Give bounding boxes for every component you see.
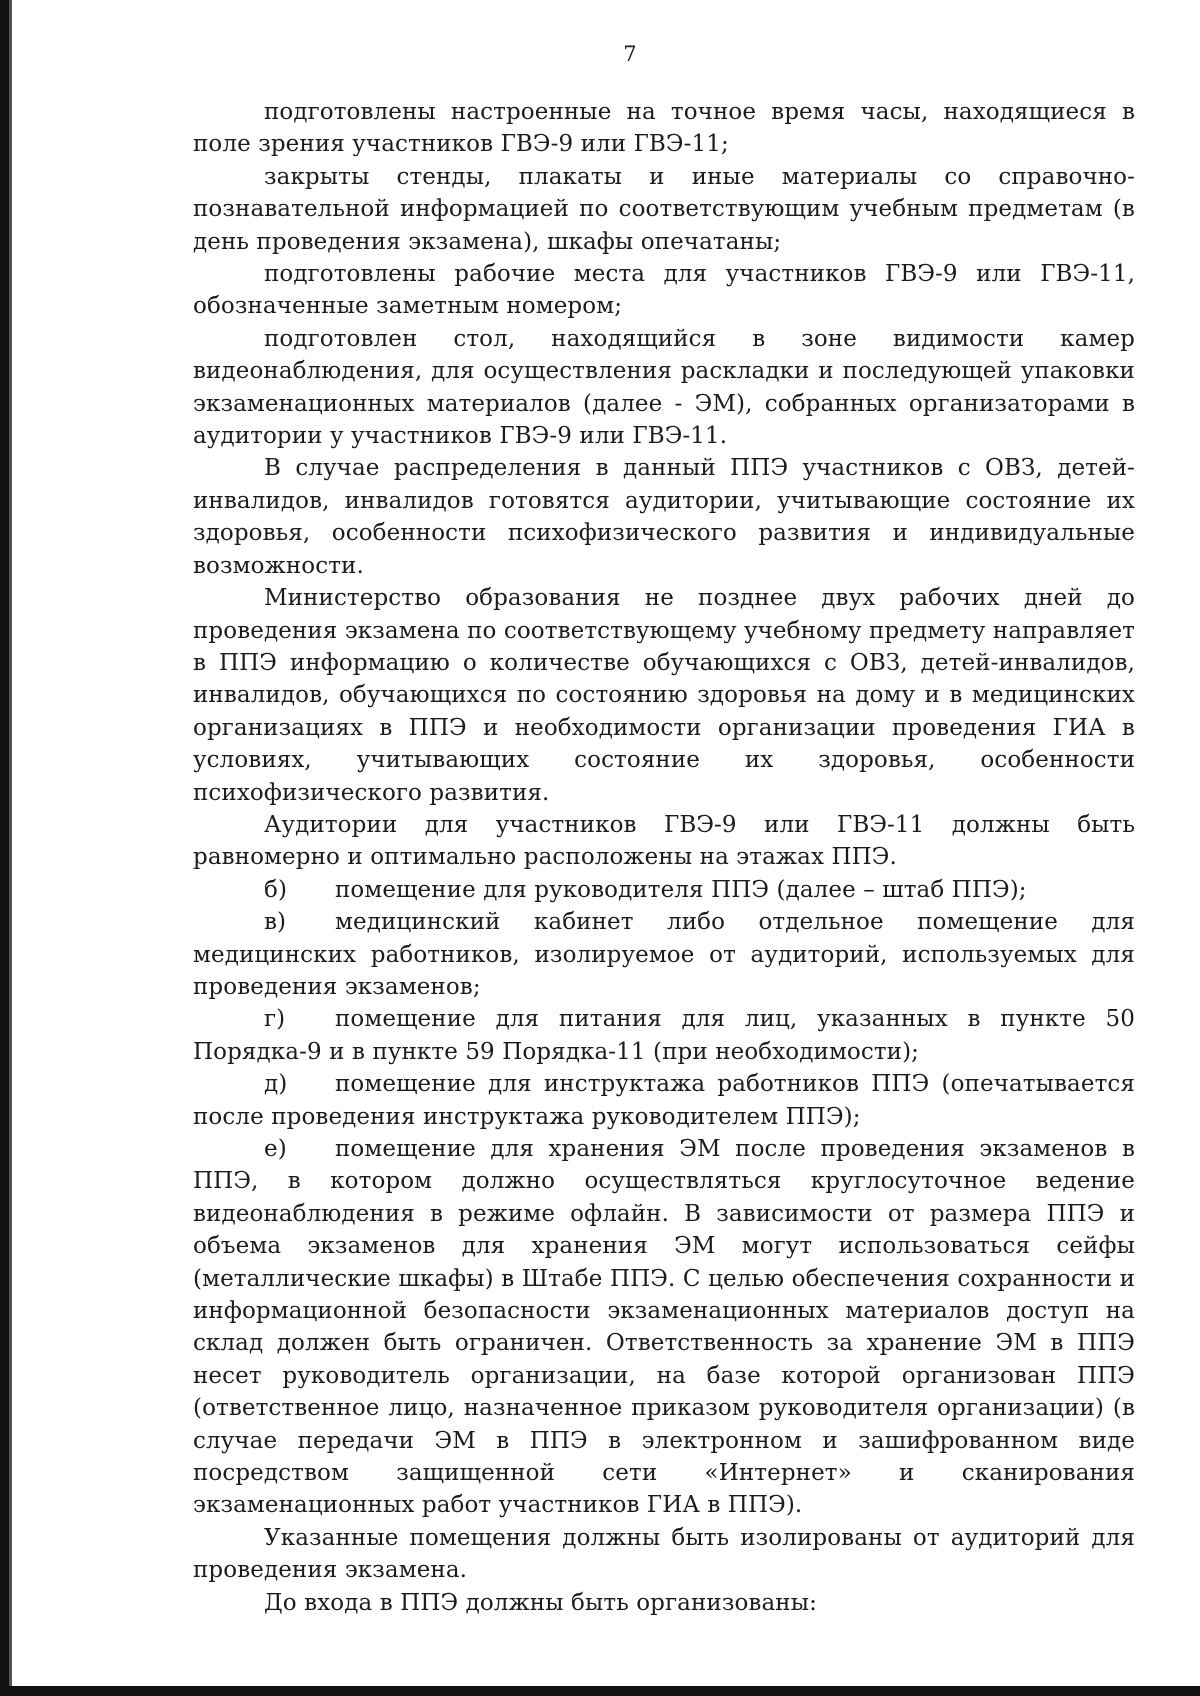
list-item <box>193 1068 1135 1133</box>
paragraph: В случае распределения в данный ППЭ участников с ОВЗ, детей-инвалидов, инвалидов готовятся аудитории, учитывающие состояние их здоровья, особенности психофизического развития и индивидуальные возможности. <box>193 455 1135 579</box>
list-item-text: помещение для инструктажа работников ППЭ (опечатывается после проведения инструктажа руководителем ППЭ); <box>193 1071 1135 1130</box>
list-item-marker: б) <box>264 876 288 903</box>
paragraph: До входа в ППЭ должны быть организованы: <box>264 1589 817 1616</box>
paragraph: подготовлен стол, находящийся в зоне видимости камер видеонаблюдения, для осуществления раскладки и последующей упаковки экзаменационных материалов (далее - ЭМ), собранных организаторами в аудитории у участников ГВЭ-9 или ГВЭ-11. <box>193 325 1135 450</box>
paragraph: Аудитории для участников ГВЭ-9 или ГВЭ-11 должны быть равномерно и оптимально расположены на этажах ППЭ. <box>193 811 1135 871</box>
page-body <box>193 96 1135 1619</box>
list-item-marker: г) <box>264 1006 286 1033</box>
paragraph: закрыты стенды, плакаты и иные материалы со справочно-познавательной информацией по соответствующим учебным предметам (в день проведения экзамена), шкафы опечатаны; <box>193 163 1135 255</box>
paragraph: подготовлены рабочие места для участников ГВЭ-9 или ГВЭ-11, обозначенные заметным номером; <box>193 261 1135 320</box>
list-item-text: помещение для руководителя ППЭ (далее – штаб ППЭ); <box>335 876 1027 903</box>
list-item <box>193 874 1135 906</box>
list-item-text: помещение для питания для лиц, указанных в пункте 50 Порядка-9 и в пункте 59 Порядка-11 (при необходимости); <box>193 1006 1135 1065</box>
paragraph: Министерство образования не позднее двух рабочих дней до проведения экзамена по соответствующему учебному предмету направляет в ППЭ информацию о количестве обучающихся с ОВЗ, детей-инвалидов, инвалидов, обучающихся по состоянию здоровья на дому и в медицинских организациях в ППЭ и необходимости организации проведения ГИА в условиях, учитывающих состояние их здоровья, особенности психофизического развития. <box>193 585 1136 806</box>
page-number: 7 <box>623 42 637 66</box>
list-item <box>193 1133 1135 1522</box>
list-item <box>193 1003 1135 1068</box>
list-item-marker: в) <box>264 909 287 936</box>
paragraph: Указанные помещения должны быть изолированы от аудиторий для проведения экзамена. <box>193 1524 1135 1584</box>
list-item-text: медицинский кабинет либо отдельное помещение для медицинских работников, изолируемое от аудиторий, используемых для проведения экзаменов; <box>193 909 1135 1000</box>
list-item-text: помещение для хранения ЭМ после проведения экзаменов в ППЭ, в котором должно осуществляться круглосуточное ведение видеонаблюдения в режиме офлайн. В зависимости от размера ППЭ и объема экзаменов для хранения ЭМ могут использоваться сейфы (металлические шкафы) в Штабе ППЭ. С целью обеспечения сохранности и информационной безопасности экзаменационных материалов доступ на склад должен быть ограничен. Ответственность за хранение ЭМ в ППЭ несет руководитель организации, на базе которой организован ППЭ (ответственное лицо, назначенное приказом руководителя организации) (в случае передачи ЭМ в ППЭ в электронном и зашифрованном виде посредством защищенной сети «Интернет» и сканирования экзаменационных работ участников ГИА в ППЭ). <box>193 1136 1135 1519</box>
list-item-marker: е) <box>264 1136 287 1162</box>
list-item-marker: д) <box>264 1071 288 1098</box>
list-item <box>193 906 1135 1003</box>
paragraph: подготовлены настроенные на точное время часы, находящиеся в поле зрения участников ГВЭ-9 или ГВЭ-11; <box>193 99 1135 158</box>
